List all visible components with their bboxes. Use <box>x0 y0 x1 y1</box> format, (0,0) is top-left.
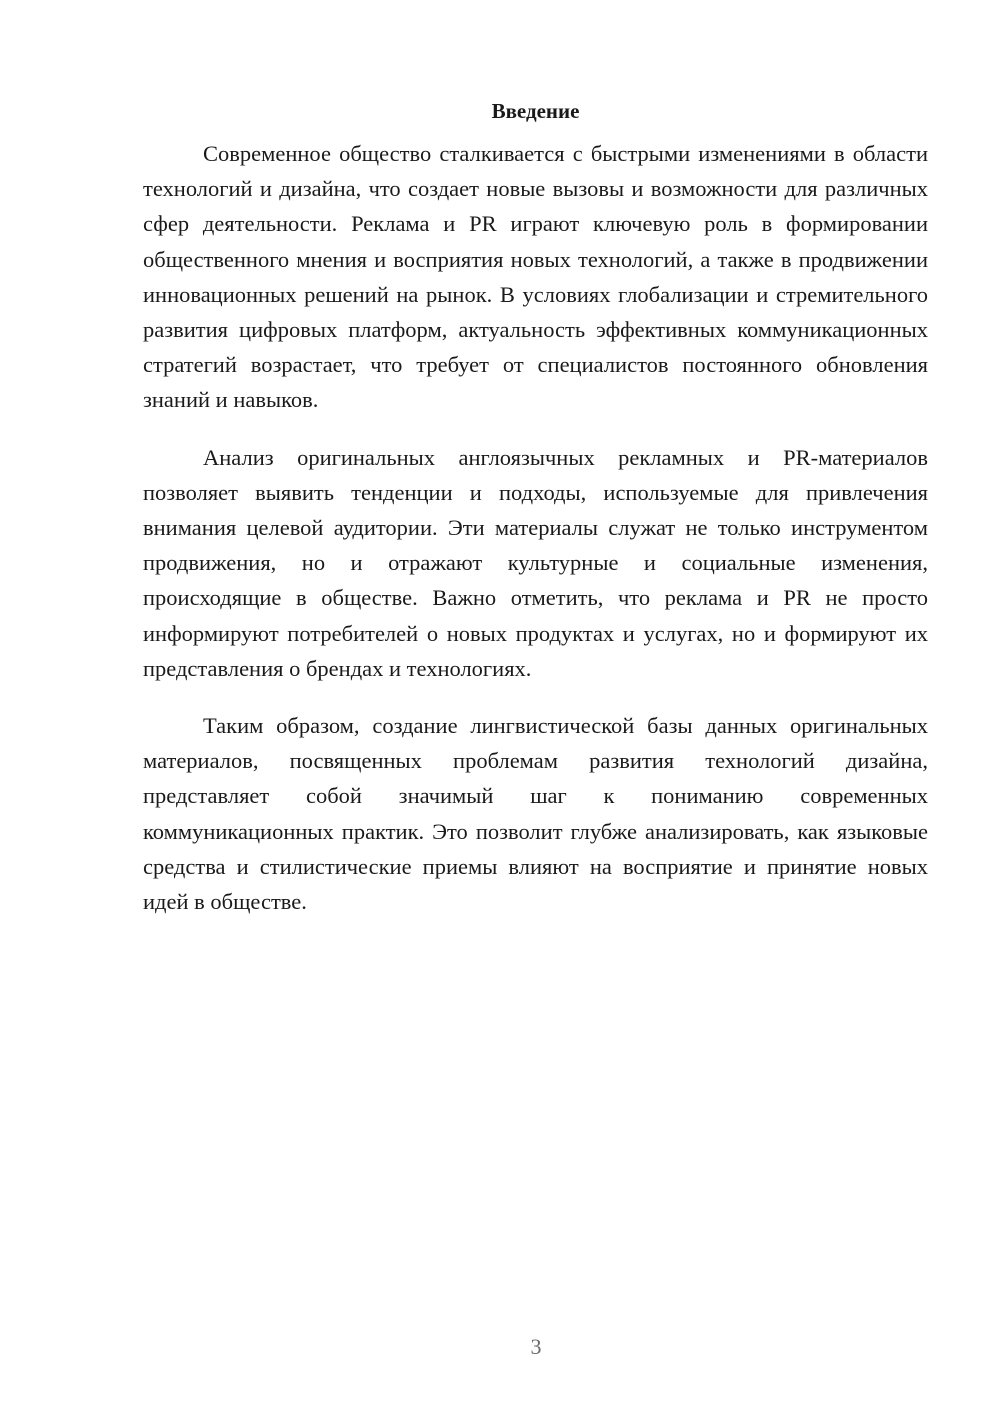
paragraph-3: Таким образом, создание лингвистической базы данных оригинальных материалов, посвященных проблемам развития технологий дизайна, представляет собой значимый шаг к пониманию современных коммуникационных практик. Это позволит глубже анализировать, как языковые средства и стилистические приемы влияют на восприятие и принятие новых идей в обществе. <box>143 713 928 915</box>
paragraph-1: Современное общество сталкивается с быстрыми изменениями в области технологий и дизайна, что создает новые вызовы и возможности для различных сфер деятельности. Реклама и PR играют ключевую роль в формировании общественного мнения и восприятия новых технологий, а также в продвижении инновационных решений на рынок. В условиях глобализации и стремительного развития цифровых платформ, актуальность эффективных коммуникационных стратегий возрастает, что требует от специалистов постоянного обновления знаний и навыков. <box>143 141 928 413</box>
page-number: 3 <box>530 1334 542 1359</box>
paragraph-2: Анализ оригинальных англоязычных рекламных и PR-материалов позволяет выявить тенденции и подходы, используемые для привлечения внимания целевой аудитории. Эти материалы служат не только инструментом продвижения, но и отражают культурные и социальные изменения, происходящие в обществе. Важно отметить, что реклама и PR не просто информируют потребителей о новых продуктах и услугах, но и формируют их представления о брендах и технологиях. <box>143 444 928 681</box>
section-title: Введение <box>491 99 580 123</box>
page-content <box>143 97 928 941</box>
